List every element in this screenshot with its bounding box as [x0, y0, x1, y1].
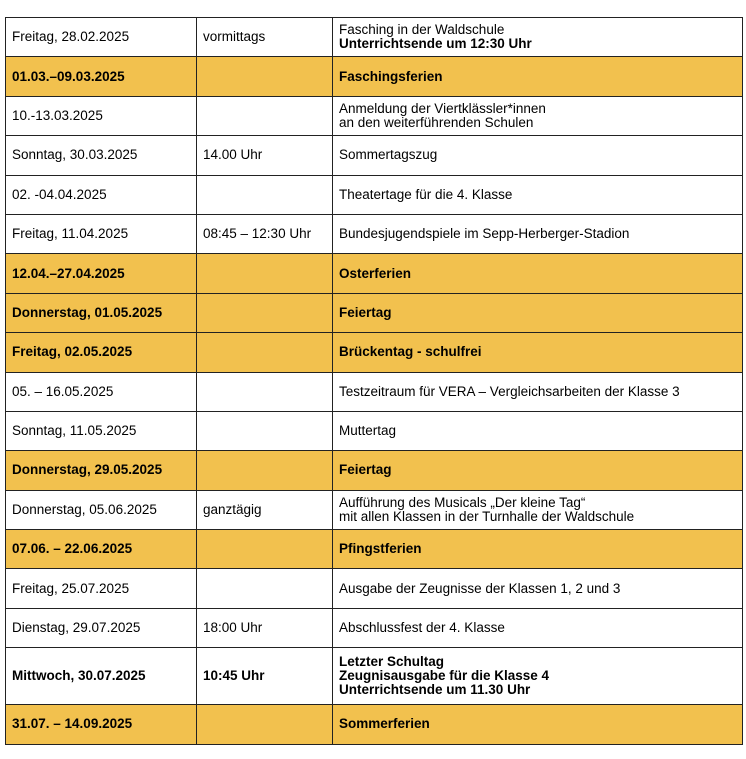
event-line: Bundesjugendspiele im Sepp-Herberger-Stadion: [339, 226, 630, 242]
event-line: Anmeldung der Viertklässler*innen: [339, 100, 546, 116]
event-cell: [333, 411, 743, 450]
event-line: Aufführung des Musicals „Der kleine Tag“: [339, 494, 586, 510]
event-line: Unterrichtsende um 12:30 Uhr: [339, 36, 532, 52]
date-cell: Freitag, 28.02.2025: [6, 18, 197, 57]
event-line: Osterferien: [339, 265, 412, 281]
date-cell: 10.-13.03.2025: [6, 96, 197, 135]
event-line: Testzeitraum für VERA – Vergleichsarbeiten der Klasse 3: [339, 383, 680, 399]
table-row: [6, 372, 743, 411]
event-line: Muttertag: [339, 423, 397, 439]
event-line: Fasching in der Waldschule: [339, 22, 505, 38]
time-cell: [197, 57, 333, 96]
event-cell: [333, 648, 743, 705]
event-cell: [333, 57, 743, 96]
table-row: [6, 490, 743, 529]
event-cell: [333, 214, 743, 253]
table-row: [6, 18, 743, 57]
holiday-row: [6, 254, 743, 293]
table-row: [6, 648, 743, 705]
time-cell: 14.00 Uhr: [197, 136, 333, 175]
date-cell: Donnerstag, 29.05.2025: [6, 451, 197, 490]
time-cell: [197, 411, 333, 450]
holiday-row: [6, 57, 743, 96]
event-line: Ausgabe der Zeugnisse der Klassen 1, 2 und 3: [339, 580, 621, 596]
event-cell: [333, 175, 743, 214]
event-cell: [333, 705, 743, 744]
event-cell: [333, 372, 743, 411]
time-cell: [197, 372, 333, 411]
date-cell: 12.04.–27.04.2025: [6, 254, 197, 293]
event-line: Theatertage für die 4. Klasse: [339, 186, 513, 202]
event-line: Unterrichtsende um 11.30 Uhr: [339, 682, 531, 698]
event-cell: [333, 608, 743, 647]
date-cell: 05. – 16.05.2025: [6, 372, 197, 411]
event-cell: [333, 136, 743, 175]
date-cell: Sonntag, 11.05.2025: [6, 411, 197, 450]
table-row: [6, 411, 743, 450]
event-line: Faschingsferien: [339, 68, 443, 84]
event-cell: [333, 569, 743, 608]
time-cell: [197, 254, 333, 293]
table-row: [6, 96, 743, 135]
event-cell: [333, 254, 743, 293]
table-row: [6, 214, 743, 253]
time-cell: [197, 333, 333, 372]
time-cell: [197, 96, 333, 135]
holiday-row: [6, 293, 743, 332]
time-cell: vormittags: [197, 18, 333, 57]
table-row: [6, 136, 743, 175]
date-cell: Freitag, 02.05.2025: [6, 333, 197, 372]
schedule-body: [6, 18, 743, 745]
time-cell: [197, 451, 333, 490]
event-line: Feiertag: [339, 304, 392, 320]
event-line: Sommerferien: [339, 716, 430, 732]
event-cell: [333, 451, 743, 490]
time-cell: [197, 175, 333, 214]
event-cell: [333, 18, 743, 57]
table-row: [6, 175, 743, 214]
date-cell: Sonntag, 30.03.2025: [6, 136, 197, 175]
holiday-row: [6, 705, 743, 744]
event-cell: [333, 490, 743, 529]
event-cell: [333, 333, 743, 372]
time-cell: 18:00 Uhr: [197, 608, 333, 647]
date-cell: Dienstag, 29.07.2025: [6, 608, 197, 647]
holiday-row: [6, 530, 743, 569]
event-cell: [333, 530, 743, 569]
holiday-row: [6, 333, 743, 372]
event-cell: [333, 293, 743, 332]
event-line: mit allen Klassen in der Turnhalle der Waldschule: [339, 508, 635, 524]
time-cell: [197, 569, 333, 608]
event-line: Abschlussfest der 4. Klasse: [339, 620, 505, 636]
event-line: an den weiterführenden Schulen: [339, 114, 534, 130]
time-cell: ganztägig: [197, 490, 333, 529]
holiday-row: [6, 451, 743, 490]
date-cell: 01.03.–09.03.2025: [6, 57, 197, 96]
event-line: Feiertag: [339, 462, 392, 478]
date-cell: 31.07. – 14.09.2025: [6, 705, 197, 744]
time-cell: [197, 293, 333, 332]
date-cell: 07.06. – 22.06.2025: [6, 530, 197, 569]
schedule-table: [5, 17, 743, 745]
event-cell: [333, 96, 743, 135]
date-cell: Donnerstag, 05.06.2025: [6, 490, 197, 529]
time-cell: [197, 530, 333, 569]
table-row: [6, 569, 743, 608]
time-cell: 10:45 Uhr: [197, 648, 333, 705]
time-cell: [197, 705, 333, 744]
time-cell: 08:45 – 12:30 Uhr: [197, 214, 333, 253]
date-cell: Donnerstag, 01.05.2025: [6, 293, 197, 332]
event-line: Sommertagszug: [339, 147, 438, 163]
table-row: [6, 608, 743, 647]
event-line: Brückentag - schulfrei: [339, 344, 482, 360]
event-line: Letzter Schultag: [339, 654, 445, 670]
event-line: Zeugnisausgabe für die Klasse 4: [339, 668, 550, 684]
event-line: Pfingstferien: [339, 541, 422, 557]
date-cell: Mittwoch, 30.07.2025: [6, 648, 197, 705]
date-cell: Freitag, 25.07.2025: [6, 569, 197, 608]
date-cell: Freitag, 11.04.2025: [6, 214, 197, 253]
date-cell: 02. -04.04.2025: [6, 175, 197, 214]
